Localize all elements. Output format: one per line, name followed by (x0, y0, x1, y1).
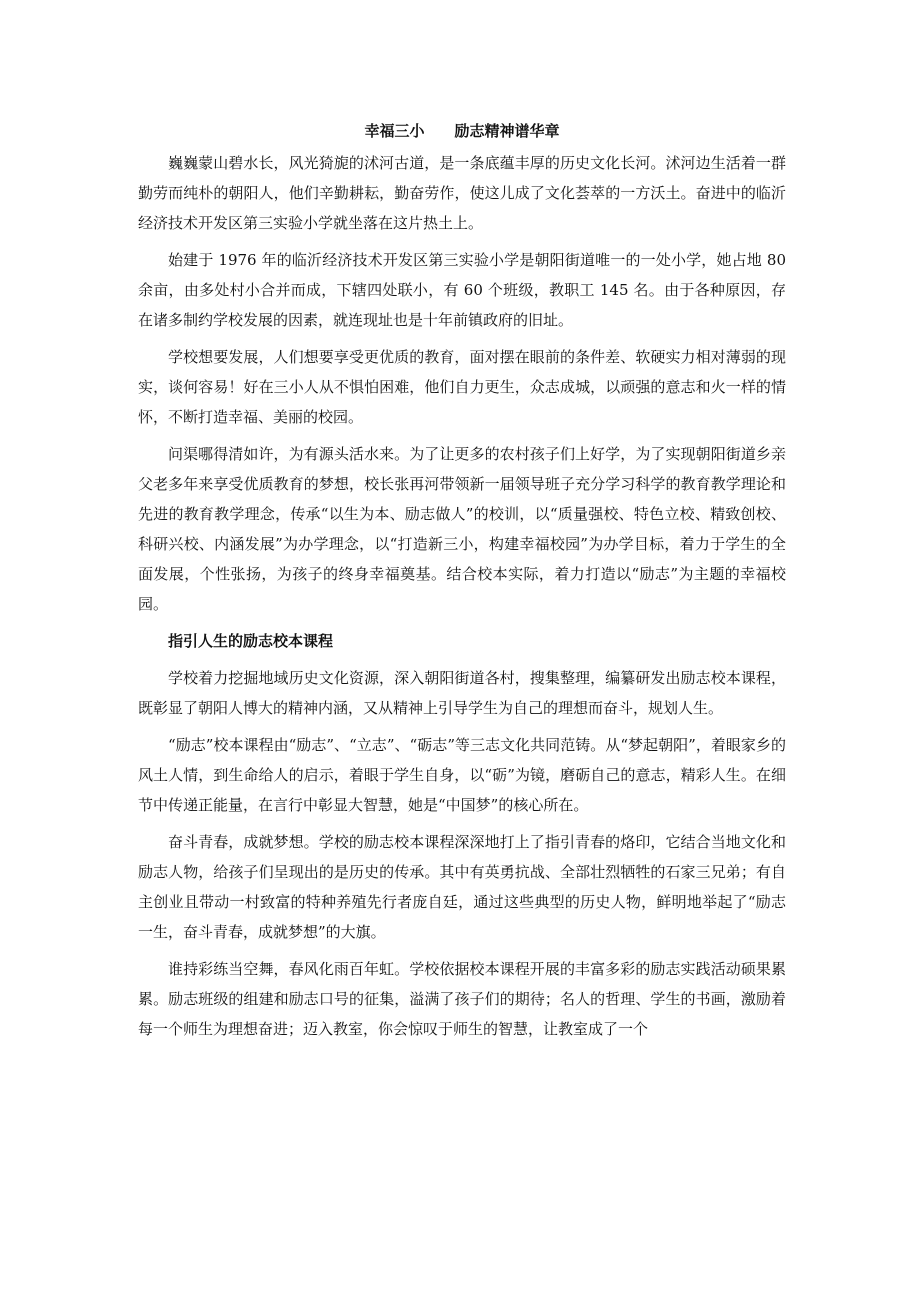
document-title: 幸福三小 励志精神谱华章 (364, 122, 560, 140)
paragraph-intro-1: 巍巍蒙山碧水长，风光猗旎的沭河古道，是一条底蕴丰厚的历史文化长河。沭河边生活着一群勤劳而纯朴的朝阳人，他们辛勤耕耘，勤奋劳作，使这儿成了文化荟萃的一方沃土。奋进中的临沂经济技术开发区第三实验小学就坐落在这片热土上。 (138, 154, 786, 232)
paragraph-course-1: 学校着力挖掘地域历史文化资源，深入朝阳街道各村，搜集整理，编纂研发出励志校本课程，既彰显了朝阳人博大的精神内涵，又从精神上引导学生为自己的理想而奋斗，规划人生。 (138, 669, 786, 717)
document-body (138, 118, 786, 1051)
section-heading: 指引人生的励志校本课程 (168, 632, 334, 650)
paragraph-intro-2: 始建于 1976 年的临沂经济技术开发区第三实验小学是朝阳街道唯一的一处小学，她占地 80 余亩，由多处村小合并而成，下辖四处联小，有 60 个班级，教职工 145 名。由于各种原因，存在诸多制约学校发展的因素，就连现址也是十年前镇政府的旧址。 (138, 251, 786, 329)
paragraph-intro-4: 问渠哪得清如许，为有源头活水来。为了让更多的农村孩子们上好学，为了实现朝阳街道乡亲父老多年来享受优质教育的梦想，校长张再河带领新一届领导班子充分学习科学的教育教学理论和先进的教育教学理念，传承“以生为本、励志做人”的校训，以“质量强校、特色立校、精致创校、科研兴校、内涵发展”为办学理念，以“打造新三小，构建幸福校园”为办学目标，着力于学生的全面发展，个性张扬，为孩子的终身幸福奠基。结合校本实际，着力打造以“励志”为主题的幸福校园。 (138, 445, 786, 613)
paragraph-course-3: 奋斗青春，成就梦想。学校的励志校本课程深深地打上了指引青春的烙印，它结合当地文化和励志人物，给孩子们呈现出的是历史的传承。其中有英勇抗战、全部壮烈牺牲的石家三兄弟；有自主创业且带动一村致富的特种养殖先行者庞自廷，通过这些典型的历史人物，鲜明地举起了“励志一生，奋斗青春，成就梦想”的大旗。 (138, 833, 786, 941)
paragraph-course-4: 谁持彩练当空舞，春风化雨百年虹。学校依据校本课程开展的丰富多彩的励志实践活动硕果累累。励志班级的组建和励志口号的征集，溢满了孩子们的期待；名人的哲理、学生的书画，激励着每一个师生为理想奋进；迈入教室，你会惊叹于师生的智慧，让教室成了一个 (138, 960, 786, 1038)
paragraph-course-2: “励志”校本课程由“励志”、“立志”、“砺志”等三志文化共同范铸。从“梦起朝阳”，着眼家乡的风土人情，到生命给人的启示，着眼于学生自身，以“砺”为镜，磨砺自己的意志，精彩人生。在细节中传递正能量，在言行中彰显大智慧，她是“中国梦”的核心所在。 (138, 736, 786, 814)
paragraph-intro-3: 学校想要发展，人们想要享受更优质的教育，面对摆在眼前的条件差、软硬实力相对薄弱的现实，谈何容易！好在三小人从不惧怕困难，他们自力更生，众志成城，以顽强的意志和火一样的情怀，不断打造幸福、美丽的校园。 (138, 348, 786, 426)
